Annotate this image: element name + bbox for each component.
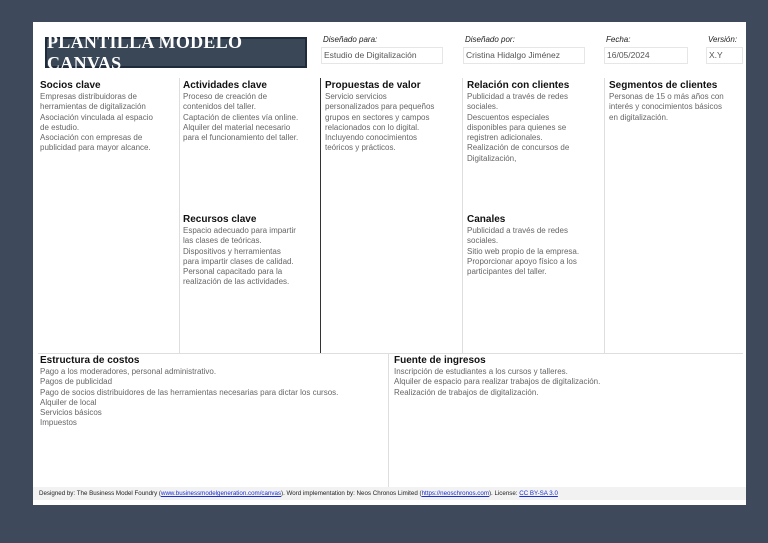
- block-title: Canales: [467, 214, 506, 225]
- designed-by-label: Diseñado por:: [465, 35, 515, 44]
- neoschronos-link[interactable]: https://neoschronos.com: [421, 490, 489, 497]
- key-resources-block[interactable]: [183, 212, 319, 288]
- customer-relationships-block[interactable]: [467, 78, 603, 164]
- customer-segments-block[interactable]: [609, 78, 745, 123]
- page-title: PLANTILLA MODELO CANVAS: [47, 31, 243, 73]
- designed-by-field[interactable]: Cristina Hidalgo Jiménez: [463, 47, 585, 64]
- designed-for-label: Diseñado para:: [323, 35, 378, 44]
- block-title: Fuente de ingresos: [394, 355, 486, 366]
- license-link[interactable]: CC BY-SA 3.0: [519, 490, 558, 497]
- block-title: Relación con clientes: [467, 80, 570, 91]
- divider: [388, 353, 389, 487]
- canvas-page: [33, 22, 746, 505]
- divider: [320, 78, 321, 353]
- divider: [462, 78, 463, 353]
- block-title: Propuestas de valor: [325, 80, 421, 91]
- businessmodelgeneration-link[interactable]: www.businessmodelgeneration.com/canvas: [160, 490, 282, 497]
- value-proposition-block[interactable]: [325, 78, 461, 154]
- cost-structure-block[interactable]: [40, 353, 385, 429]
- footer-credits: [33, 487, 746, 500]
- block-text: Pago a los moderadores, personal administrativo. Pagos de publicidad Pago de socios distribuidores de las herramientas necesarias para dictar los cursos. Alquiler de local Servicios básicos Impuestos: [40, 367, 339, 428]
- channels-block[interactable]: [467, 212, 603, 277]
- block-text: Personas de 15 o más años con interés y conocimientos básicos en digitalización.: [609, 92, 724, 122]
- footer-prefix: Designed by: The Business Model Foundry (: [39, 490, 161, 497]
- divider: [179, 78, 180, 353]
- block-text: Empresas distribuidoras de herramientas de digitalización Asociación vinculada al espacio de estudio. Asociación con empresas de publicidad para mayor alcance.: [40, 92, 153, 153]
- date-field[interactable]: 16/05/2024: [604, 47, 688, 64]
- revenue-streams-block[interactable]: [394, 353, 744, 398]
- block-text: Publicidad a través de redes sociales. Descuentos especiales disponibles para quienes se registren adicionales. Realización de concursos de Digitalización,: [467, 92, 570, 163]
- version-field[interactable]: X.Y: [706, 47, 743, 64]
- footer-middle: ). Word implementation by: Neos Chronos Limited (: [281, 490, 422, 497]
- block-text: Servicio servicios personalizados para pequeños grupos en sectores y campos relacionados con lo digital. Incluyendo conocimientos teóricos y prácticos.: [325, 92, 435, 153]
- block-text: Proceso de creación de contenidos del taller. Captación de clientes vía online. Alquiler del material necesario para el funcionamiento del taller.: [183, 92, 299, 143]
- block-text: Inscripción de estudiantes a los cursos y talleres. Alquiler de espacio para realizar trabajos de digitalización. Realización de trabajos de digitalización.: [394, 367, 601, 397]
- block-text: Espacio adecuado para impartir las clases de teóricas. Dispositivos y herramientas para impartir clases de calidad. Personal capacitado para la realización de las actividades.: [183, 226, 296, 287]
- block-title: Segmentos de clientes: [609, 80, 718, 91]
- block-title: Recursos clave: [183, 214, 257, 225]
- designed-for-field[interactable]: Estudio de Digitalización: [321, 47, 443, 64]
- block-text: Publicidad a través de redes sociales. Sitio web propio de la empresa. Proporcionar apoyo físico a los participantes del taller.: [467, 226, 580, 277]
- date-label: Fecha:: [606, 35, 631, 44]
- block-title: Socios clave: [40, 80, 101, 91]
- block-title: Actividades clave: [183, 80, 267, 91]
- key-partners-block[interactable]: [40, 78, 178, 154]
- block-title: Estructura de costos: [40, 355, 140, 366]
- version-label: Versión:: [708, 35, 738, 44]
- key-activities-block[interactable]: [183, 78, 319, 143]
- divider: [604, 78, 605, 353]
- footer-license-text: ). License:: [488, 490, 520, 497]
- canvas-title-box: [45, 31, 307, 73]
